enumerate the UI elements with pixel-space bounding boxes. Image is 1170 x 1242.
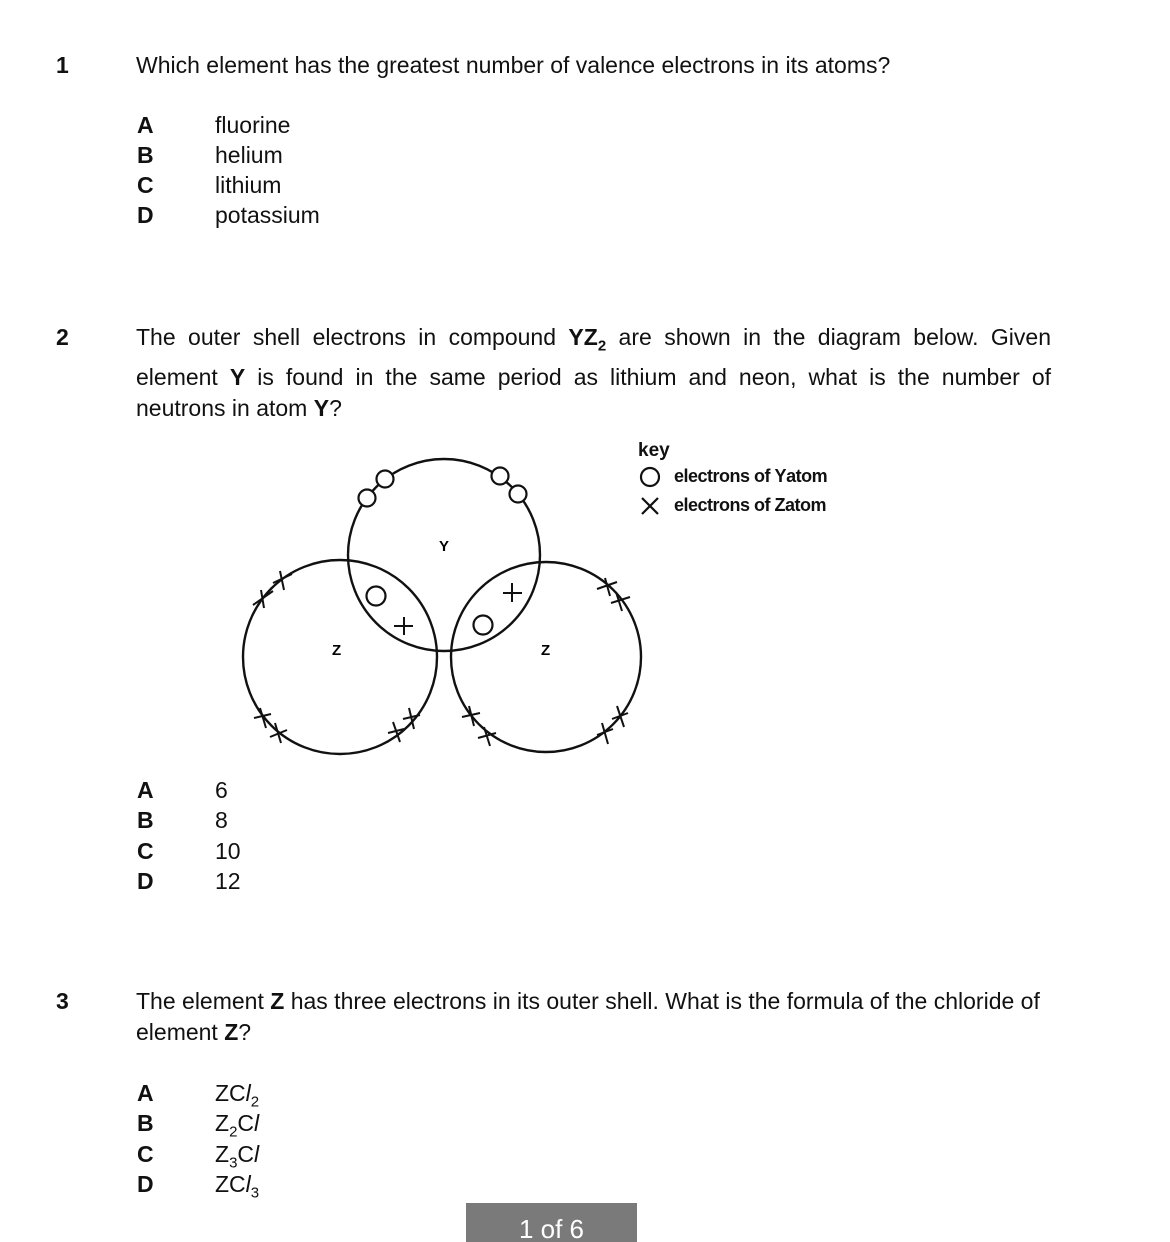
option-formula: $Z_2Cl$ (215, 1110, 260, 1141)
key-title: key (638, 440, 670, 461)
cross-icon (638, 494, 662, 518)
diagram-key (638, 440, 827, 520)
option-text: lithium (215, 172, 282, 198)
label-z-right: Z (541, 642, 551, 659)
label-y: Y (439, 538, 450, 555)
question-3-number: 3 (56, 988, 69, 1014)
question-1-number: 1 (56, 52, 69, 78)
option-letter: C (137, 838, 154, 864)
page-indicator: 1 of 6 (466, 1203, 637, 1242)
option-letter: A (137, 1080, 154, 1106)
option-formula: ZCl$_2$ (215, 1080, 260, 1111)
key-row-z: electrons of Z atom (638, 491, 827, 520)
option-text: 12 (215, 868, 241, 894)
option-text: 10 (215, 838, 241, 864)
circle-icon (638, 465, 662, 489)
label-z-left: Z (332, 642, 342, 659)
option-letter: B (137, 142, 154, 168)
option-text: 6 (215, 777, 228, 803)
option-text: fluorine (215, 112, 291, 138)
option-formula: ZCl$_3$ (215, 1171, 260, 1202)
question-2-text: The outer shell electrons in compound $YZ_2$ are shown in the diagram below. Given element Y is found in the same period as lithium and neon, what is the number of neutrons in atom Y? (136, 324, 1052, 421)
option-letter: C (137, 1141, 154, 1167)
option-letter: D (137, 1171, 154, 1197)
question-2-number: 2 (56, 324, 69, 350)
option-letter: C (137, 172, 154, 198)
option-text: potassium (215, 202, 320, 228)
option-formula: $Z_3Cl$ (215, 1141, 260, 1172)
option-letter: A (137, 112, 154, 138)
option-letter: B (137, 1110, 154, 1136)
z-electrons (253, 571, 630, 746)
question-1-text: Which element has the greatest number of valence electrons in its atoms? (136, 52, 891, 78)
option-text: 8 (215, 807, 228, 833)
option-letter: B (137, 807, 154, 833)
question-3-text: The element Z has three electrons in its outer shell. What is the formula of the chloride of element Z? (136, 988, 1040, 1045)
option-letter: D (137, 868, 154, 894)
option-letter: A (137, 777, 154, 803)
compound-formula: $YZ_2$ (568, 324, 607, 355)
dot-cross-diagram (230, 440, 650, 770)
option-text: helium (215, 142, 283, 168)
option-letter: D (137, 202, 154, 228)
key-row-y: electrons of Y atom (638, 462, 827, 491)
